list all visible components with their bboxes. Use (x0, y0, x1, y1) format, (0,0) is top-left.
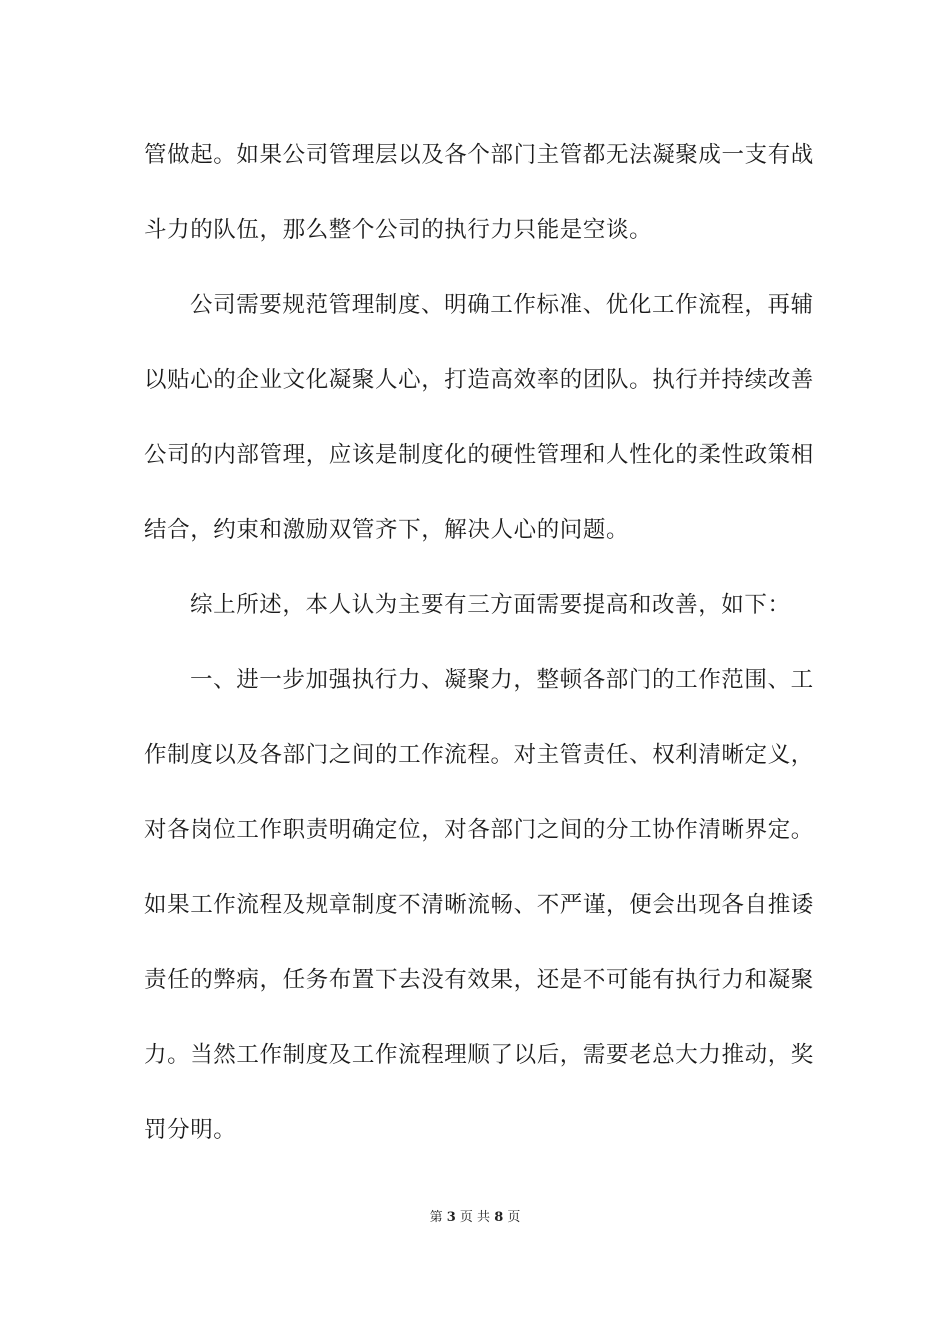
text-line: 以贴心的企业文化凝聚人心，打造高效率的团队。执行并持续改善 (144, 367, 814, 393)
footer-suffix: 页 (507, 1210, 521, 1225)
footer-prefix: 第 (429, 1210, 443, 1225)
total-pages-number: 8 (494, 1210, 504, 1225)
current-page-number: 3 (446, 1210, 456, 1225)
text-line: 力。当然工作制度及工作流程理顺了以后，需要老总大力推动，奖 (144, 1042, 814, 1068)
footer-middle: 页 共 (459, 1210, 491, 1225)
document-body (144, 129, 814, 1179)
page-footer (0, 1209, 950, 1227)
paragraph-start-line: 一、进一步加强执行力、凝聚力，整顿各部门的工作范围、工 (190, 667, 814, 693)
paragraph-start-line: 综上所述，本人认为主要有三方面需要提高和改善，如下： (190, 592, 791, 618)
text-line: 斗力的队伍，那么整个公司的执行力只能是空谈。 (144, 217, 653, 243)
text-line: 责任的弊病，任务布置下去没有效果，还是不可能有执行力和凝聚 (144, 967, 814, 993)
text-line: 公司的内部管理，应该是制度化的硬性管理和人性化的柔性政策相 (144, 442, 814, 468)
paragraph-start-line: 公司需要规范管理制度、明确工作标准、优化工作流程，再辅 (190, 292, 814, 318)
text-line: 罚分明。 (144, 1117, 237, 1143)
text-line: 对各岗位工作职责明确定位，对各部门之间的分工协作清晰界定。 (144, 817, 814, 843)
text-line: 结合，约束和激励双管齐下，解决人心的问题。 (144, 517, 630, 543)
text-line: 管做起。如果公司管理层以及各个部门主管都无法凝聚成一支有战 (144, 142, 814, 168)
text-line: 如果工作流程及规章制度不清晰流畅、不严谨，便会出现各自推诿 (144, 892, 814, 918)
text-line: 作制度以及各部门之间的工作流程。对主管责任、权利清晰定义， (144, 742, 814, 768)
